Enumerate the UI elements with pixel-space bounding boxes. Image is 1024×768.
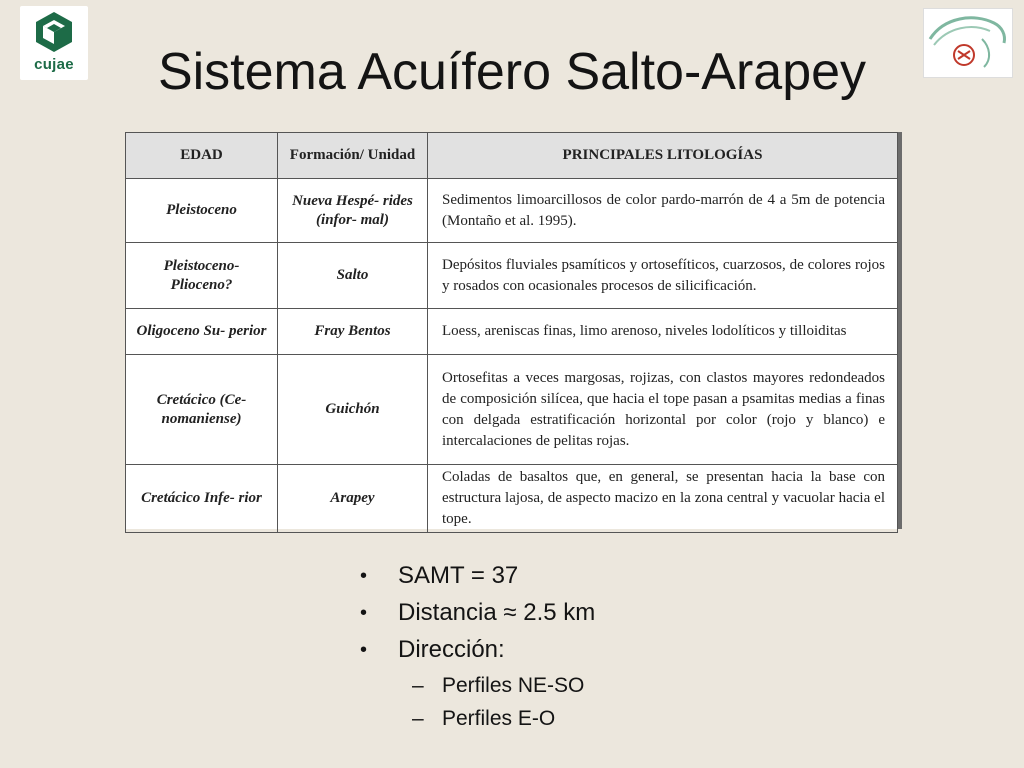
bullet-list (360, 560, 595, 737)
row-lithology: Sedimentos limoarcillosos de color pardo-marrón de 4 a 5m de potencia (Montaño et al. 1995). (428, 179, 898, 243)
dash-icon: – (412, 707, 424, 730)
bullet-item (360, 634, 595, 671)
row-unit: Fray Bentos (278, 309, 428, 355)
table-row (126, 243, 898, 309)
cujae-logo-text: cujae (34, 56, 74, 73)
sub-bullet-text: Perfiles E-O (442, 707, 556, 730)
page-title: Sistema Acuífero Salto-Arapey (157, 43, 867, 101)
row-unit: Guichón (278, 355, 428, 465)
row-age: Cretácico Infe- rior (126, 465, 278, 533)
row-lithology: Loess, areniscas finas, limo arenoso, niveles lodolíticos y tilloiditas (428, 309, 898, 355)
bullet-text: Dirección: (398, 636, 505, 663)
lithology-table-wrapper (125, 132, 902, 529)
row-age: Pleistoceno- Plioceno? (126, 243, 278, 309)
sub-bullet-item (360, 671, 595, 704)
bullet-item (360, 560, 595, 597)
table-row (126, 355, 898, 465)
bullet-item (360, 597, 595, 634)
header-age: EDAD (126, 133, 278, 179)
row-unit: Arapey (278, 465, 428, 533)
bullet-dot-icon: • (360, 602, 368, 624)
row-lithology: Depósitos fluviales psamíticos y ortosefíticos, cuarzosos, de colores rojos y rosados con ocasionales procesos de silicificación. (428, 243, 898, 309)
row-lithology: Ortosefitas a veces margosas, rojizas, con clastos mayores redondeados de composición silícea, que hacia el tope pasan a psamitas medias a finas con delgada estratificación horizontal por color (rojo y blanco) e intercalaciones de pelitas rojas. (428, 355, 898, 465)
lithology-table (125, 132, 898, 533)
table-header-row (126, 133, 898, 179)
header-lithology: PRINCIPALES LITOLOGÍAS (428, 133, 898, 179)
bullet-text: Distancia ≈ 2.5 km (398, 599, 596, 626)
table-row (126, 465, 898, 533)
row-lithology: Coladas de basaltos que, en general, se presentan hacia la base con estructura lajosa, de aspecto macizo en la zona central y vacuolar hacia el tope. (428, 465, 898, 533)
header-unit: Formación/ Unidad (278, 133, 428, 179)
row-age: Pleistoceno (126, 179, 278, 243)
row-unit: Salto (278, 243, 428, 309)
bullet-text: SAMT = 37 (398, 562, 519, 589)
bullet-dot-icon: • (360, 565, 368, 587)
sub-bullet-item (360, 704, 595, 737)
row-age: Oligoceno Su- perior (126, 309, 278, 355)
table-row (126, 179, 898, 243)
bullet-dot-icon: • (360, 639, 368, 661)
sub-bullet-text: Perfiles NE-SO (442, 674, 585, 697)
row-age: Cretácico (Ce- nomaniense) (126, 355, 278, 465)
dash-icon: – (412, 674, 424, 697)
table-row (126, 309, 898, 355)
row-unit: Nueva Hespé- rides (infor- mal) (278, 179, 428, 243)
